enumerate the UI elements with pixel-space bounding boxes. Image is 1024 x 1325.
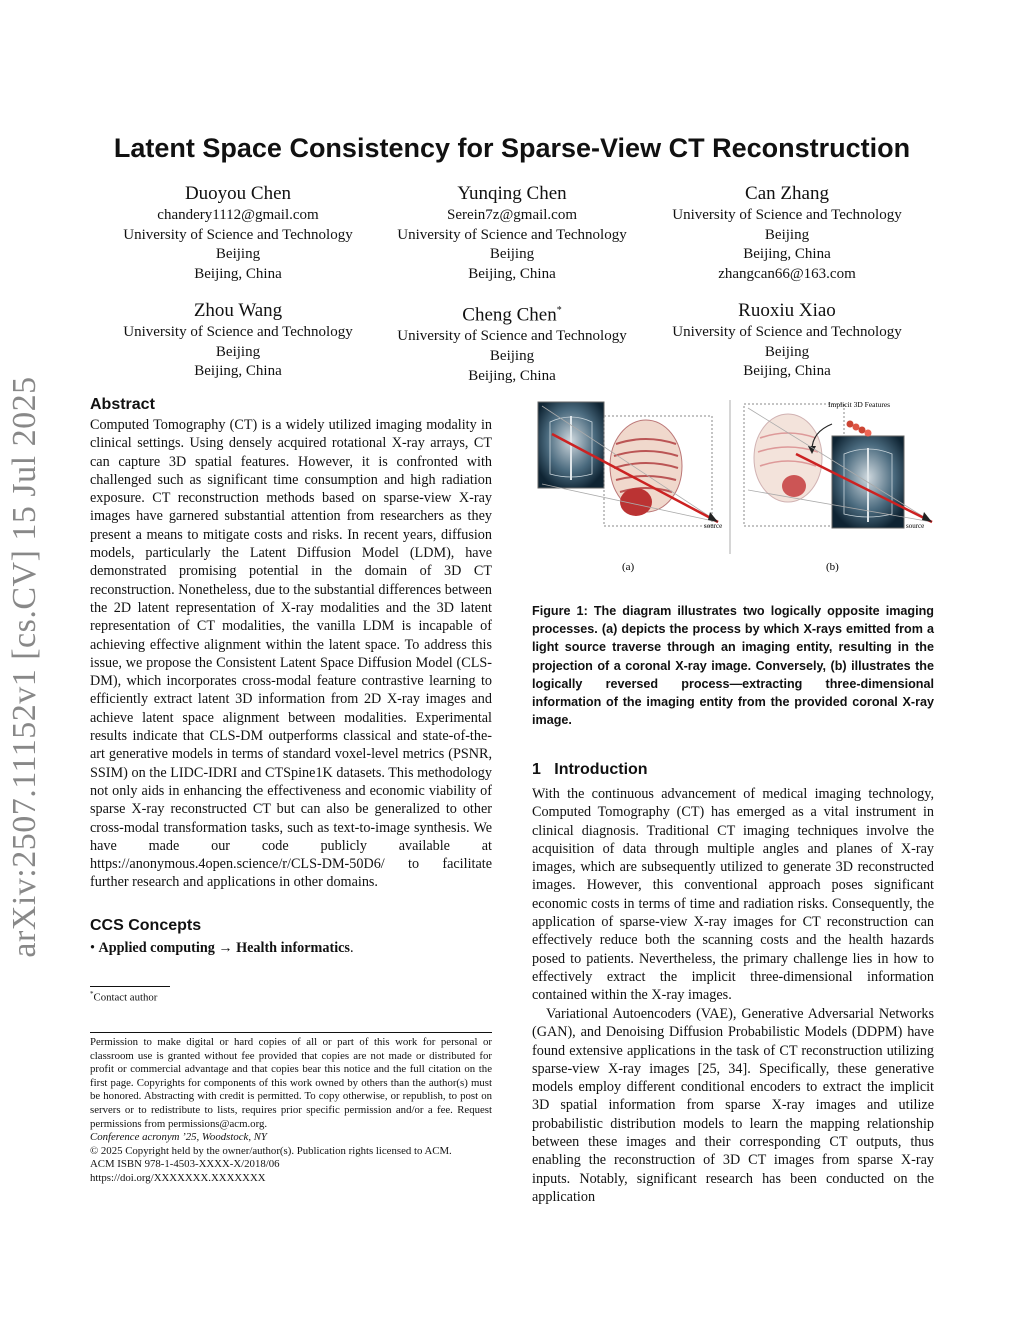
figure-caption: Figure 1: The diagram illustrates two logically opposite imaging processes. (a) depicts the process by which X-rays emitted from a light source traverse through an imaging entity, resulting in the projection of a coronal X-ray image. Conversely, (b) illustrates the logically reversed process—extracting three-dimensional information of the imaging entity from the provided coronal X-ray image. (532, 604, 934, 728)
abstract-text: Computed Tomography (CT) is a widely utilized imaging modality in clinical settings. Using densely acquired rotational X-ray arrays, CT can capture 3D spatial features. However, it is confronted with challenged such as significant time consumption and high radiation exposure. CT reconstruction methods based on sparse-view X-ray images have garnered substantial attention from researchers as they present a means to mitigate costs and risks. In recent years, diffusion models, particularly the Latent Diffusion Model (LDM), have demonstrated promising potential in the domain of 3D CT reconstruction. Nonetheless, due to the substantial differences between the 2D latent representation of X-ray modalities and the 3D latent representation of CT modalities, the vanilla LDM is incapable of achieving effective alignment within the latent space. To address this issue, we propose the Consistent Latent Space Diffusion Model (CLS-DM), which incorporates cross-modal feature contrastive learning to efficiently extract latent 3D information from 2D X-ray images and achieve latent space alignment between modalities. Experimental results indicate that CLS-DM outperforms classical and state-of-the-art generative models in terms of standard voxel-level metrics (PSNR, SSIM) on the LIDC-IDRI and CTSpine1K datasets. This methodology not only aids in enhancing the effectiveness and economic viability of sparse X-ray reconstructed CT but can also be generalized to other cross-modal transformation tasks, such as text-to-image synthesis. We have made our code publicly available at https://anonymous.4open.science/r/CLS-DM-50D6/ to facilitate further research and applications in other domains. (90, 417, 492, 891)
corresponding-mark: * (556, 305, 562, 316)
author-location: Beijing, China (743, 246, 831, 263)
author-affiliation: Beijing (489, 348, 535, 365)
section-heading (532, 761, 648, 779)
footnote: *Contact author (90, 990, 158, 1004)
ccs-concepts: • Applied computing → Health informatics. (90, 940, 354, 956)
implicit-features-label: Implicit 3D Features (828, 400, 891, 409)
author-affiliation: Beijing (764, 226, 810, 243)
section-title: Introduction (554, 761, 648, 778)
svg-text:source: source (906, 522, 925, 530)
copyright: © 2025 Copyright held by the owner/author(s). Publication rights licensed to ACM. (90, 1144, 452, 1157)
author-location: Beijing, China (468, 266, 556, 283)
author-affiliation: University of Science and Technology (123, 226, 353, 243)
feature-tokens (847, 421, 872, 437)
panel-a (538, 402, 722, 573)
author-location: Beijing, China (194, 266, 282, 283)
panel-a-label: (a) (622, 561, 635, 573)
intro-paragraph-1: With the continuous advancement of medical imaging technology, Computed Tomography (CT) has emerged as a vital instrument in clinical diagnosis. Traditional CT imaging techniques involve the acquisition of data through multiple angles and planes of X-ray images, which are subsequently utilized to generate 3D reconstructed images. However, this conventional approach poses significant economic costs in terms of time and radiation risks. Consequently, the application of sparse-view X-ray images for CT reconstruction can effectively reduce both the scanning costs and the health hazards posed to patients. Nevertheless, the primary challenge lies in how to effectively extract the implicit three-dimensional information contained within the X-ray images. (532, 786, 934, 1004)
figure-1-illustration (532, 394, 938, 582)
author-affiliation: University of Science and Technology (397, 226, 627, 243)
author-name: Ruoxiu Xiao (738, 300, 836, 321)
conference-info: Conference acronym ’25, Woodstock, NY (90, 1131, 267, 1144)
author-block (647, 182, 927, 285)
ccs-bullet: • (90, 940, 95, 956)
author-affiliation: Beijing (215, 246, 261, 263)
author-block (98, 299, 378, 382)
author-block (98, 182, 378, 285)
author-affiliation: Beijing (764, 343, 810, 360)
author-location: Beijing, China (194, 363, 282, 380)
author-email: Serein7z@gmail.com (446, 207, 578, 223)
author-name: Duoyou Chen (184, 183, 292, 204)
isbn: ACM ISBN 978-1-4503-XXXX-X/2018/06 (90, 1158, 280, 1171)
section-number: 1 (532, 761, 541, 778)
author-affiliation: University of Science and Technology (397, 328, 627, 345)
ccs-heading: CCS Concepts (90, 917, 202, 934)
permission-rule (90, 1032, 492, 1033)
paper-title: Latent Space Consistency for Sparse-View CT Reconstruction (113, 133, 911, 163)
author-location: Beijing, China (468, 367, 556, 384)
footnote-rule (90, 986, 170, 987)
abstract-heading: Abstract (90, 396, 155, 413)
author-name: Zhou Wang (193, 300, 283, 321)
author-affiliation: University of Science and Technology (672, 324, 902, 340)
ccs-item: Applied computing → Health informatics (98, 940, 350, 956)
author-block (372, 182, 652, 285)
arxiv-stamp: arXiv:2507.11152v1 [cs.CV] 15 Jul 2025 (6, 376, 43, 958)
author-name: Cheng Chen* (462, 304, 562, 326)
author-affiliation: Beijing (215, 343, 261, 360)
author-affiliation: University of Science and Technology (672, 207, 902, 223)
author-name: Yunqing Chen (457, 183, 567, 204)
doi: https://doi.org/XXXXXXX.XXXXXXX (90, 1171, 266, 1184)
permission-block (90, 1036, 492, 1186)
panel-b-label: (b) (826, 561, 839, 573)
author-location: Beijing, China (743, 363, 831, 380)
author-block (647, 299, 927, 382)
author-affiliation: University of Science and Technology (123, 324, 353, 340)
author-block (372, 299, 652, 386)
author-affiliation: Beijing (489, 246, 535, 263)
author-name: Can Zhang (745, 183, 829, 204)
panel-b (744, 400, 932, 573)
author-email: chandery1112@gmail.com (157, 207, 319, 223)
svg-text:source: source (704, 522, 723, 530)
permission-text: Permission to make digital or hard copies of all or part of this work for personal or classroom use is granted without fee provided that copies are not made or distributed for profit or commercial advantage and that copies bear this notice and the full citation on the first page. Copyrights for components of this work owned by others than the author(s) must be honored. Abstracting with credit is permitted. To copy otherwise, or republish, to post on servers or to redistribute to lists, requires prior specific permission and/or a fee. Request permissions from permissions@acm.org. (90, 1036, 492, 1130)
author-email: zhangcan66@163.com (718, 266, 856, 283)
intro-paragraph-2: Variational Autoencoders (VAE), Generative Adversarial Networks (GAN), and Denoising Diffusion Probabilistic Models (DDPM) have found extensive applications in the task of CT reconstruction utilizing sparse-view X-ray images [25, 34]. Specifically, these generative models employ different conditional encoders to extract the implicit 3D spatial information from sparse X-ray images and utilize probabilistic distribution models to learn the mapping relationship between these images and their corresponding CT outputs, thus enabling the reconstruction of 3D CT images from sparse X-ray inputs. Notably, significant research has been conducted on the application (532, 1006, 934, 1205)
